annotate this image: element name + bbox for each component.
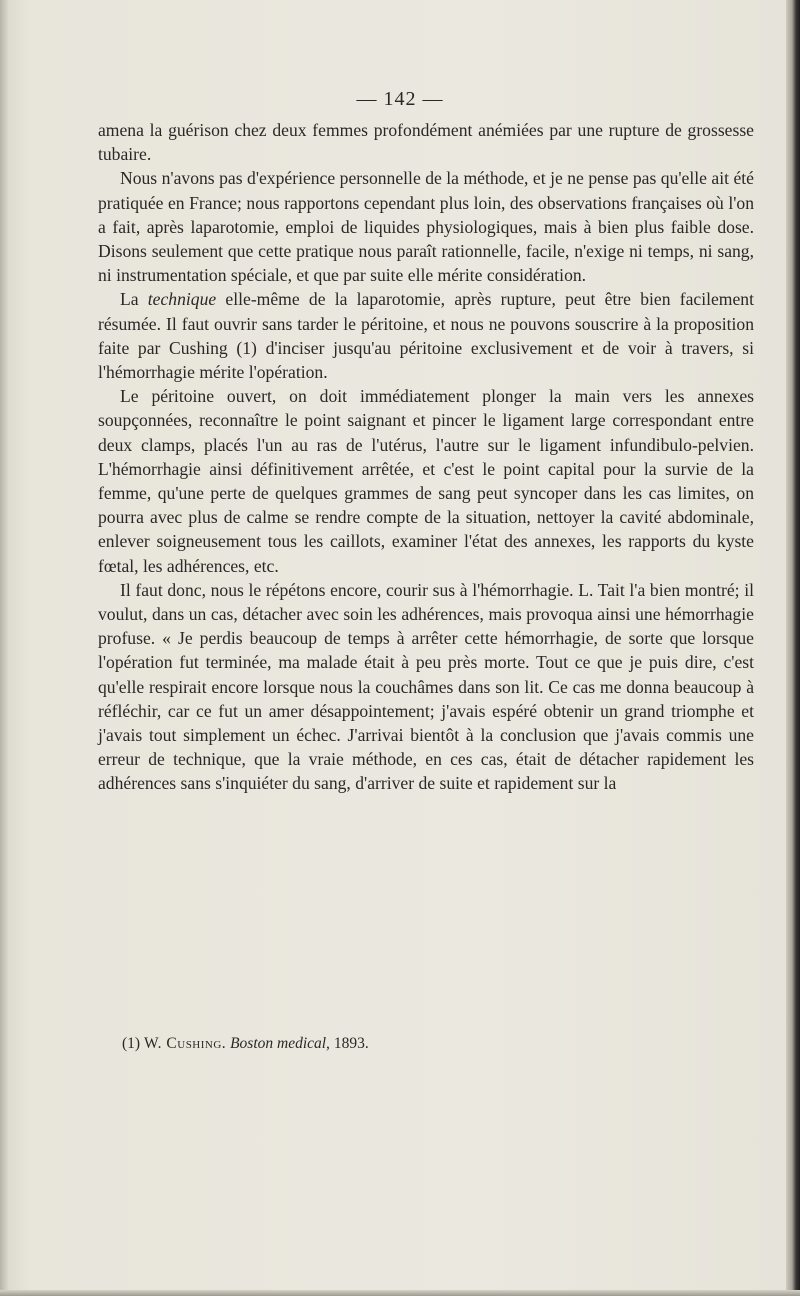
paragraph-1: amena la guérison chez deux femmes profondément anémiées par une rupture de grossesse tubaire. — [98, 120, 754, 165]
technique-lead: La — [120, 289, 139, 310]
footnote — [122, 1034, 742, 1054]
footnote-author: W. Cushing. — [143, 1035, 227, 1052]
page-binding-edge — [786, 0, 800, 1296]
body-text — [98, 118, 754, 796]
technique-word: technique — [147, 289, 217, 310]
paragraph-4: Le péritoine ouvert, on doit immédiatement plonger la main vers les annexes soupçonnées, reconnaître le point saignant et pincer le ligament large correspondant entre deux clamps, placés l'un au ras de l'utérus, l'autre sur le ligament infundibulo-pelvien. L'hémorrhagie ainsi définitivement arrêtée, et c'est le point capital pour la survie de la femme, qu'une perte de quelques grammes de sang peut syncoper dans les cas limites, on pourra avec plus de calme se rendre compte de la situation, nettoyer la cavité abdominale, enlever soigneusement tous les caillots, examiner l'état des annexes, les rapports du kyste fœtal, les adhérences, etc. — [98, 386, 754, 576]
page-left-edge — [0, 0, 8, 1296]
page-bottom-edge — [0, 1290, 800, 1296]
page-number: — 142 — — [356, 88, 444, 110]
paragraph-3-text: elle-même de la laparotomie, après rupture, peut être bien facilement résumée. Il faut ouvrir sans tarder le péritoine, et nous ne pouvons souscrire à la proposition faite par Cushing (1) d'inciser jusqu'au péritoine exclusivement et de voir à travers, si l'hémorrhagie mérite l'opération. — [98, 289, 754, 383]
paragraph-2: Nous n'avons pas d'expérience personnelle de la méthode, et je ne pense pas qu'elle ait été pratiquée en France; nous rapportons cependant plus loin, des observations françaises où l'on a fait, après laparotomie, emploi de liquides physiologiques, mais à bien plus faible dose. Disons seulement que cette pratique nous paraît rationnelle, facile, n'exige ni temps, ni sang, ni instrumentation spéciale, et que par suite elle mérite considération. — [98, 168, 754, 286]
paragraph-5: Il faut donc, nous le répétons encore, courir sus à l'hémorrhagie. L. Tait l'a bien montré; il voulut, dans un cas, détacher avec soin les adhérences, mais provoqua ainsi une hémorrhagie profuse. « Je perdis beaucoup de temps à arrêter cette hémorrhagie, de sorte que lorsque l'opération fut terminée, ma malade était à peu près morte. Tout ce que je puis dire, c'est qu'elle respirait encore lorsque nous la couchâmes dans son lit. Ce cas me donna beaucoup à réfléchir, car ce fut un amer désappointement; j'avais espéré obtenir un grand triomphe et j'avais tout simplement un échec. J'arrivai bientôt à la conclusion que j'avais commis une erreur de technique, que la vraie méthode, en ces cas, était de détacher rapidement les adhérences sans s'inquiéter du sang, d'arriver de suite et rapidement sur la — [98, 579, 754, 794]
footnote-journal: Boston medical, — [230, 1035, 330, 1052]
paragraph-3 — [98, 287, 754, 384]
footnote-marker: (1) — [122, 1035, 141, 1052]
footnote-year: 1893. — [333, 1035, 369, 1052]
